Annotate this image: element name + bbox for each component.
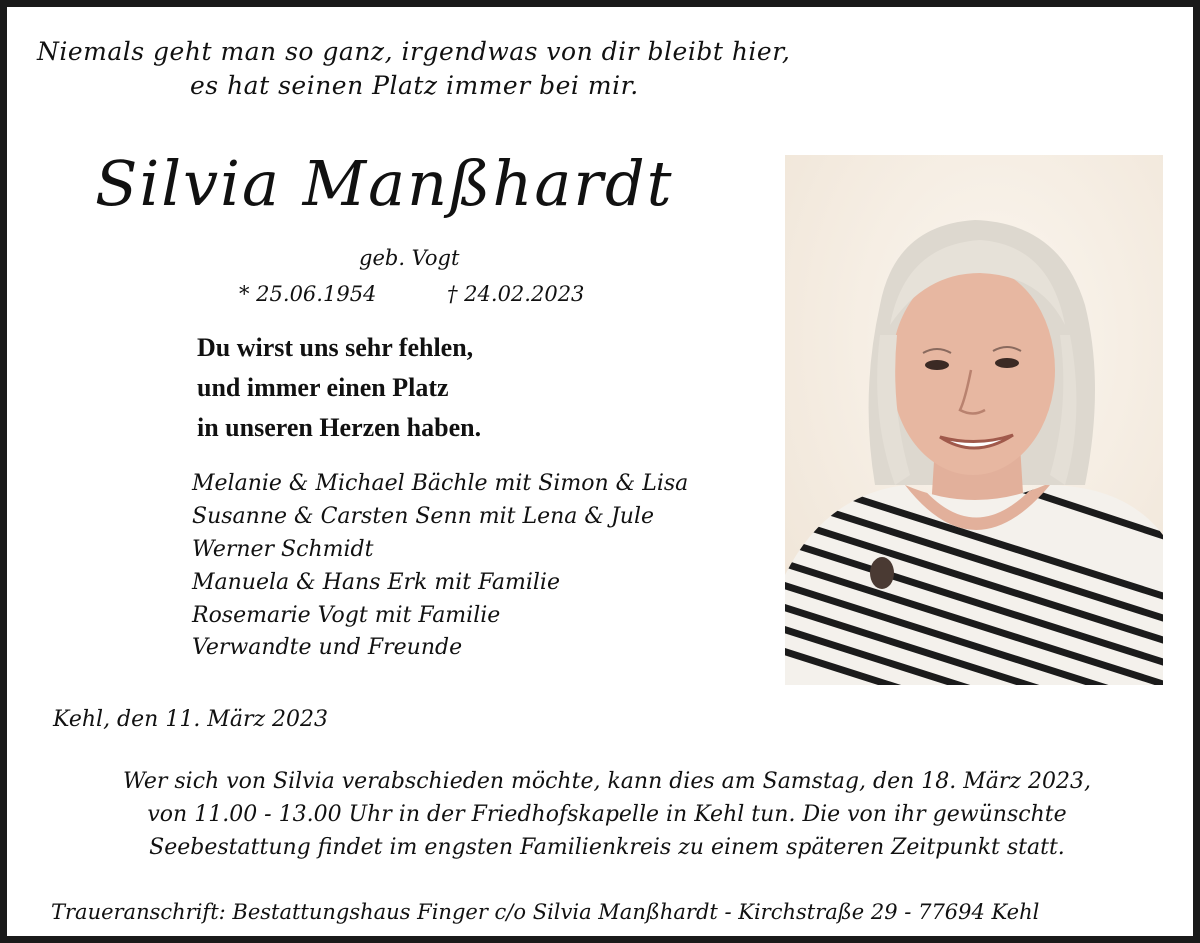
mourning-address: Traueranschrift: Bestattungshaus Finger c/o Silvia Manßhardt - Kirchstraße 29 - 77694 Kehl	[51, 900, 1040, 924]
portrait-photo	[785, 155, 1163, 685]
place-date: Kehl, den 11. März 2023	[53, 707, 329, 732]
farewell-notice-line-2: von 11.00 - 13.00 Uhr in der Friedhofskapelle in Kehl tun. Die von ihr gewünschte	[147, 802, 1067, 827]
motto-line-1: Niemals geht man so ganz, irgendwas von dir bleibt hier,	[37, 37, 791, 66]
farewell-notice-line-1: Wer sich von Silvia verabschieden möchte, kann dies am Samstag, den 18. März 2023,	[123, 769, 1091, 794]
verse-line-1: Du wirst uns sehr fehlen,	[197, 333, 474, 362]
deceased-name: Silvia Manßhardt	[95, 147, 674, 220]
mourner-line: Manuela & Hans Erk mit Familie	[192, 570, 560, 595]
mourner-line: Susanne & Carsten Senn mit Lena & Jule	[192, 504, 655, 529]
verse-line-3: in unseren Herzen haben.	[197, 413, 482, 442]
mourner-line: Melanie & Michael Bächle mit Simon & Lisa	[192, 471, 689, 496]
mourner-line: Verwandte und Freunde	[192, 635, 463, 660]
mourner-line: Werner Schmidt	[192, 537, 374, 562]
motto-line-2: es hat seinen Platz immer bei mir.	[190, 71, 639, 100]
birth-date: * 25.06.1954	[239, 282, 377, 306]
farewell-notice-line-3: Seebestattung findet im engsten Familienkreis zu einem späteren Zeitpunkt statt.	[149, 835, 1065, 860]
mourner-line: Rosemarie Vogt mit Familie	[192, 603, 501, 628]
death-date: † 24.02.2023	[447, 282, 585, 306]
verse-line-2: und immer einen Platz	[197, 373, 449, 402]
birth-name: geb. Vogt	[359, 246, 460, 270]
